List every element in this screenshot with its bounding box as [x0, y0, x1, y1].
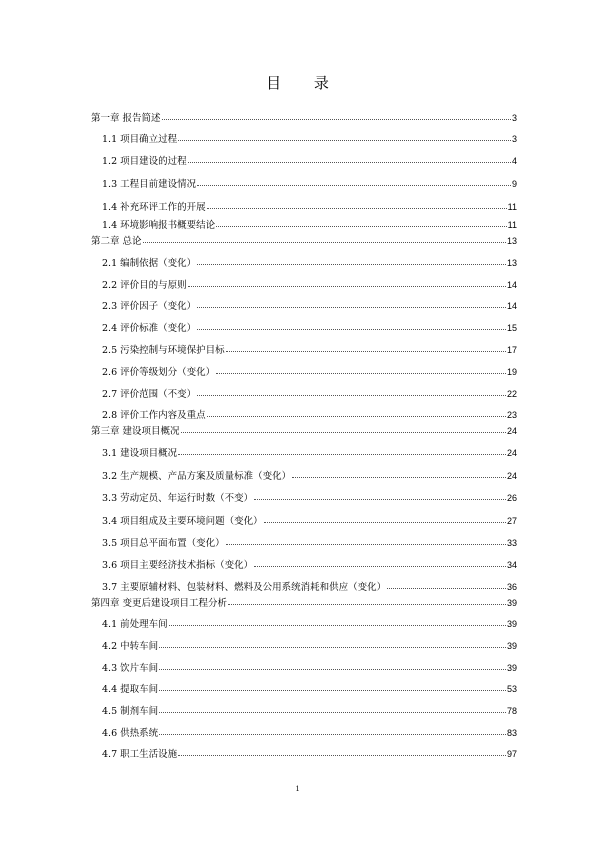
- toc-section-entry[interactable]: [102, 580, 517, 594]
- toc-entry-label: 4.1 前处理车间: [102, 619, 168, 630]
- toc-entry-label: 4.5 制剂车间: [102, 706, 159, 717]
- toc-entry-label: 1.2 项目建设的过程: [102, 156, 187, 167]
- toc-dot-leader: [292, 469, 506, 478]
- toc-entry-label: 1.3 工程目前建设情况: [102, 179, 197, 190]
- toc-entry-label: 第一章 报告简述: [91, 113, 161, 124]
- toc-entry-page: 39: [506, 598, 517, 608]
- toc-entry-label: 第三章 建设项目概况: [91, 426, 180, 437]
- toc-entry-page: 13: [506, 258, 517, 268]
- toc-dot-leader: [188, 278, 506, 287]
- toc-entry-page: 83: [506, 728, 517, 738]
- toc-dot-leader: [178, 132, 511, 141]
- toc-section-entry[interactable]: [102, 177, 517, 191]
- toc-entry-page: 27: [506, 516, 517, 526]
- toc-section-entry[interactable]: [102, 387, 517, 401]
- toc-dot-leader: [254, 558, 506, 567]
- toc-entry-label: 2.4 评价标准（变化）: [102, 323, 197, 334]
- toc-entry-label: 2.3 评价因子（变化）: [102, 301, 197, 312]
- toc-entry-label: 3.6 项目主要经济技术指标（变化）: [102, 560, 254, 571]
- toc-section-entry[interactable]: [102, 536, 517, 550]
- toc-entry-page: 22: [506, 389, 517, 399]
- toc-entry-page: 15: [506, 323, 517, 333]
- toc-dot-leader: [216, 365, 506, 374]
- toc-section-entry[interactable]: [102, 218, 517, 232]
- toc-chapter-entry[interactable]: [91, 596, 517, 610]
- toc-entry-page: 19: [506, 367, 517, 377]
- toc-entry-page: 14: [506, 301, 517, 311]
- toc-entry-page: 11: [507, 202, 517, 212]
- toc-entry-page: 53: [506, 684, 517, 694]
- toc-entry-page: 4: [511, 156, 517, 166]
- toc-section-entry[interactable]: [102, 299, 517, 313]
- toc-entry-page: 33: [506, 538, 517, 548]
- toc-section-entry[interactable]: [102, 365, 517, 379]
- toc-section-entry[interactable]: [102, 469, 517, 483]
- toc-entry-label: 第二章 总论: [91, 236, 142, 247]
- toc-entry-page: 24: [506, 426, 517, 436]
- toc-entry-label: 4.7 职工生活设施: [102, 749, 178, 760]
- toc-entry-label: 2.7 评价范围（不变）: [102, 389, 197, 400]
- toc-section-entry[interactable]: [102, 639, 517, 653]
- toc-section-entry[interactable]: [102, 514, 517, 528]
- toc-dot-leader: [159, 639, 506, 648]
- toc-dot-leader: [197, 299, 506, 308]
- toc-entry-label: 3.4 项目组成及主要环境问题（变化）: [102, 516, 263, 527]
- toc-dot-leader: [226, 536, 506, 545]
- toc-entry-page: 14: [506, 280, 517, 290]
- toc-entry-label: 2.5 污染控制与环境保护目标: [102, 345, 225, 356]
- toc-dot-leader: [178, 446, 506, 455]
- toc-entry-label: 3.7 主要原辅材料、包装材料、燃料及公用系统消耗和供应（变化）: [102, 582, 387, 593]
- toc-entry-label: 4.3 饮片车间: [102, 663, 159, 674]
- toc-entry-page: 39: [506, 619, 517, 629]
- toc-section-entry[interactable]: [102, 558, 517, 572]
- toc-section-entry[interactable]: [102, 704, 517, 718]
- toc-entry-page: 97: [506, 749, 517, 759]
- toc-entry-label: 3.1 建设项目概况: [102, 448, 178, 459]
- toc-dot-leader: [387, 580, 506, 589]
- toc-entry-page: 23: [506, 410, 517, 420]
- toc-dot-leader: [169, 617, 506, 626]
- toc-entry-page: 78: [506, 706, 517, 716]
- toc-entry-label: 4.4 提取车间: [102, 684, 159, 695]
- toc-dot-leader: [159, 704, 506, 713]
- toc-entry-page: 26: [506, 493, 517, 503]
- toc-dot-leader: [181, 424, 506, 433]
- toc-entry-page: 39: [506, 641, 517, 651]
- toc-dot-leader: [197, 321, 506, 330]
- toc-dot-leader: [143, 234, 506, 243]
- toc-section-entry[interactable]: [102, 256, 517, 270]
- toc-entry-label: 4.2 中转车间: [102, 641, 159, 652]
- toc-entry-page: 11: [507, 220, 517, 230]
- toc-section-entry[interactable]: [102, 278, 517, 292]
- toc-section-entry[interactable]: [102, 408, 517, 422]
- toc-dot-leader: [197, 177, 511, 186]
- toc-entry-page: 3: [511, 134, 517, 144]
- toc-entry-page: 9: [511, 179, 517, 189]
- toc-entry-page: 34: [506, 560, 517, 570]
- page-title: 目 录: [266, 74, 343, 92]
- toc-entry-label: 1.1 项目确立过程: [102, 134, 178, 145]
- toc-dot-leader: [226, 343, 506, 352]
- toc-dot-leader: [264, 514, 506, 523]
- toc-dot-leader: [254, 491, 506, 500]
- toc-section-entry[interactable]: [102, 200, 517, 214]
- toc-section-entry[interactable]: [102, 343, 517, 357]
- toc-dot-leader: [197, 387, 506, 396]
- toc-entry-label: 3.2 生产规模、产品方案及质量标准（变化）: [102, 471, 292, 482]
- toc-entry-page: 17: [506, 345, 517, 355]
- toc-entry-page: 39: [506, 663, 517, 673]
- toc-chapter-entry[interactable]: [91, 234, 517, 248]
- toc-dot-leader: [207, 408, 506, 417]
- toc-entry-label: 2.6 评价等级划分（变化）: [102, 367, 216, 378]
- toc-dot-leader: [178, 747, 506, 756]
- toc-section-entry[interactable]: [102, 747, 517, 761]
- toc-dot-leader: [188, 154, 511, 163]
- toc-dot-leader: [197, 256, 506, 265]
- toc-section-entry[interactable]: [102, 726, 517, 740]
- toc-section-entry[interactable]: [102, 154, 517, 168]
- toc-dot-leader: [159, 726, 506, 735]
- toc-dot-leader: [207, 200, 507, 209]
- toc-dot-leader: [216, 218, 507, 227]
- toc-section-entry[interactable]: [102, 617, 517, 631]
- toc-entry-label: 3.5 项目总平面布置（变化）: [102, 538, 225, 549]
- toc-entry-label: 1.4 补充环评工作的开展: [102, 202, 206, 213]
- toc-entry-page: 3: [511, 113, 517, 123]
- toc-section-entry[interactable]: [102, 682, 517, 696]
- toc-dot-leader: [162, 111, 511, 120]
- toc-section-entry[interactable]: [102, 446, 517, 460]
- toc-chapter-entry[interactable]: [91, 111, 517, 125]
- toc-entry-page: 13: [506, 236, 517, 246]
- toc-entry-label: 2.8 评价工作内容及重点: [102, 410, 206, 421]
- toc-entry-label: 第四章 变更后建设项目工程分析: [91, 598, 228, 609]
- toc-section-entry[interactable]: [102, 491, 517, 505]
- toc-section-entry[interactable]: [102, 321, 517, 335]
- toc-entry-label: 2.1 编制依据（变化）: [102, 258, 197, 269]
- toc-section-entry[interactable]: [102, 132, 517, 146]
- toc-entry-page: 36: [506, 582, 517, 592]
- toc-entry-page: 24: [506, 448, 517, 458]
- toc-dot-leader: [228, 596, 506, 605]
- page-number: 1: [295, 784, 300, 793]
- toc-dot-leader: [159, 682, 506, 691]
- toc-entry-page: 24: [506, 471, 517, 481]
- toc-dot-leader: [159, 661, 506, 670]
- toc-entry-label: 3.3 劳动定员、年运行时数（不变）: [102, 493, 254, 504]
- toc-entry-label: 2.2 评价目的与原则: [102, 280, 187, 291]
- toc-entry-label: 1.4 环境影响报书概要结论: [102, 220, 216, 231]
- toc-section-entry[interactable]: [102, 661, 517, 675]
- toc-entry-label: 4.6 供热系统: [102, 728, 159, 739]
- toc-chapter-entry[interactable]: [91, 424, 517, 438]
